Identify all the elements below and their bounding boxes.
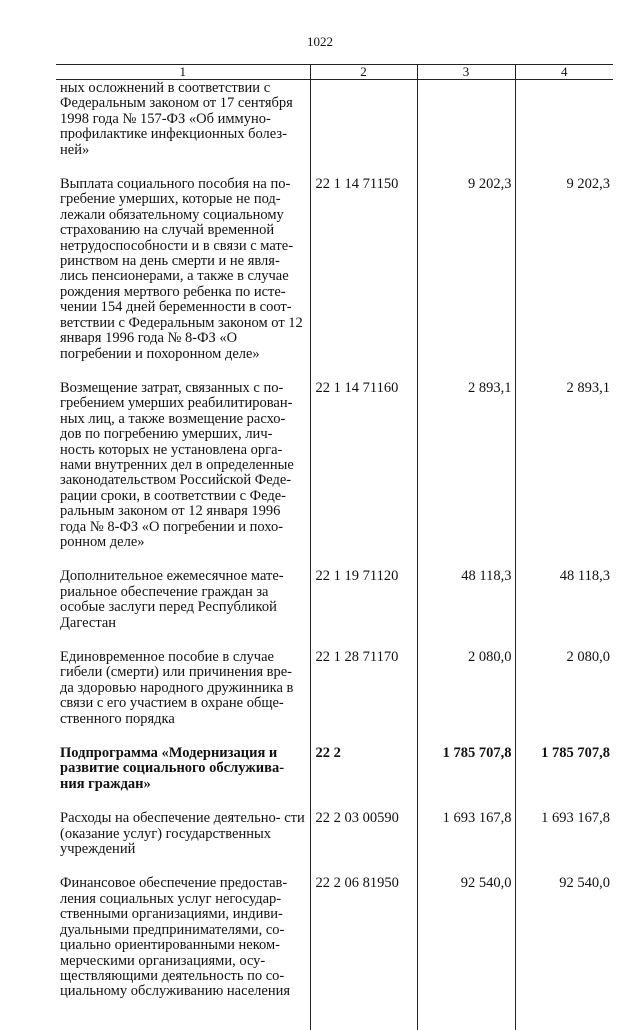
table-row	[56, 569, 613, 650]
table-header-row	[56, 65, 613, 80]
table-row	[56, 80, 613, 178]
column-header-1: 1	[56, 65, 310, 80]
page-number: 1022	[307, 34, 333, 49]
column-header-2: 2	[310, 65, 417, 80]
row-value-col3: 1 693 167,8	[417, 811, 515, 876]
row-code	[310, 80, 417, 178]
row-value-col4: 1 693 167,8	[515, 811, 613, 876]
row-value-col4	[515, 80, 613, 178]
row-name: Финансовое обеспечение предостав- ления социальных услуг негосудар- ственными организациями, индиви- дуальными предпринимателями, со- циально ориентированными неком- мерческими организациями, осу- ществляющими деятельность по со- циальному обслуживанию населения	[60, 875, 291, 1000]
row-value-col4: 48 118,3	[515, 569, 613, 650]
table-row-subprogram	[56, 746, 613, 811]
row-value-col3: 1 785 707,8	[417, 746, 515, 811]
row-code: 22 2 03 00590	[310, 811, 417, 876]
row-name: Единовременное пособие в случае гибели (смерти) или причинения вре- да здоровью народного дружинника в связи с его участием в охране обще- ственного порядка	[60, 649, 294, 727]
table-row	[56, 811, 613, 876]
row-value-col3: 2 080,0	[417, 650, 515, 746]
row-code: 22 1 19 71120	[310, 569, 417, 650]
row-value-col3	[417, 80, 515, 178]
row-value-col3: 9 202,3	[417, 177, 515, 381]
table-row	[56, 381, 613, 569]
row-code: 22 2 06 81950	[310, 876, 417, 1029]
row-value-col3: 92 540,0	[417, 876, 515, 1029]
table-row	[56, 650, 613, 746]
row-code: 22 1 14 71160	[310, 381, 417, 569]
row-value-col4: 9 202,3	[515, 177, 613, 381]
row-value-col4: 92 540,0	[515, 876, 613, 1029]
row-name: Выплата социального пособия на по- гребение умерших, которые не под- лежали обязательному социальному страхованию на случай временной нетрудоспособности и в связи с мате- ринством на день смерти и не явля- лись пенсионерами, а также в случае рождения мертвого ребенка по исте- чении 154 дней беременности в соот- ветствии с Федеральным законом от 12 января 1996 года № 8-ФЗ «О погребении и похоронном деле»	[60, 176, 303, 362]
row-name: ных осложнений в соответствии с Федеральным законом от 17 сентября 1998 года № 157-ФЗ «Об иммуно- профилактике инфекционных болез- ней»	[60, 80, 293, 158]
row-value-col4: 1 785 707,8	[515, 746, 613, 811]
column-header-3: 3	[417, 65, 515, 80]
row-code: 22 1 28 71170	[310, 650, 417, 746]
row-code: 22 2	[310, 746, 417, 811]
row-name: Подпрограмма «Модернизация и развитие социального обслужива- ния граждан»	[60, 745, 285, 792]
row-name: Возмещение затрат, связанных с по- гребением умерших реабилитирован- ных лиц, а также возмещение расхо- дов по погребению умерших, лич- ность которых не установлена орга- нами внутренних дел в определенные законодательством Российской Феде- рации сроки, в соответствии с Феде- ральным законом от 12 января 1996 года № 8-ФЗ «О погребении и похо- ронном деле»	[60, 379, 294, 550]
row-name: Расходы на обеспечение деятельно- сти (оказание услуг) государственных учреждений	[60, 810, 305, 858]
row-name: Дополнительное ежемесячное мате- риальное обеспечение граждан за особые заслуги перед Республикой Дагестан	[60, 568, 284, 631]
table-row	[56, 876, 613, 1029]
budget-table	[56, 64, 613, 1030]
row-value-col3: 48 118,3	[417, 569, 515, 650]
row-value-col4: 2 080,0	[515, 650, 613, 746]
column-header-4: 4	[515, 65, 613, 80]
table-row	[56, 177, 613, 381]
row-code: 22 1 14 71150	[310, 177, 417, 381]
row-value-col3: 2 893,1	[417, 381, 515, 569]
row-value-col4: 2 893,1	[515, 381, 613, 569]
